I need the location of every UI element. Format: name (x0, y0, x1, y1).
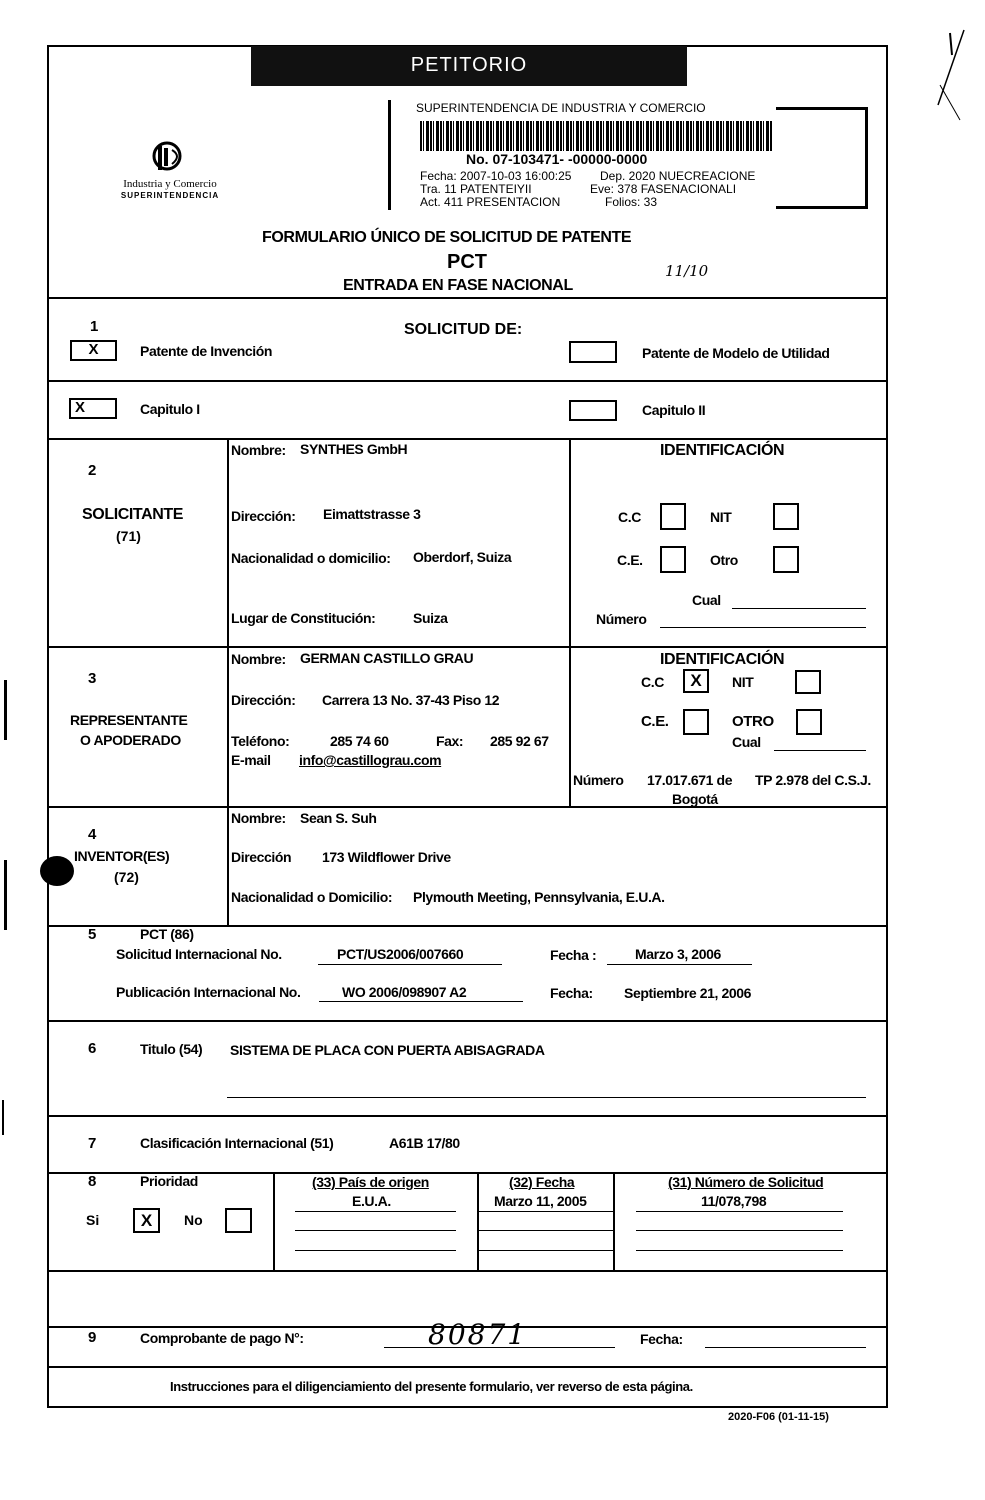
stamp-folios: Folios: 33 (605, 195, 658, 209)
pct-fecha2: Septiembre 21, 2006 (624, 985, 752, 1001)
pais-line-2 (295, 1230, 456, 1231)
clasificacion-value: A61B 17/80 (389, 1135, 460, 1151)
sol-numero-line[interactable] (660, 627, 866, 628)
pct-publicacion: WO 2006/098907 A2 (342, 984, 467, 1000)
sol-nacionalidad-label: Nacionalidad o domicilio: (231, 550, 391, 566)
rep-cc-label: C.C (641, 674, 664, 690)
edge-mark-2 (4, 860, 7, 930)
section4-label: INVENTOR(ES) (74, 848, 170, 864)
section8-number: 8 (88, 1173, 97, 1190)
inv-nombre-label: Nombre: (231, 810, 286, 826)
sol-nombre: SYNTHES GmbH (300, 441, 408, 457)
section9-fecha-line[interactable] (705, 1347, 866, 1348)
section9-fecha-label: Fecha: (640, 1331, 683, 1347)
pais-line-3 (295, 1250, 456, 1251)
section2-code: (71) (116, 528, 141, 544)
rep-nit-checkbox[interactable] (795, 670, 821, 694)
sol-cual-line[interactable] (732, 608, 866, 609)
divider-2 (48, 646, 887, 648)
prioridad-si-checkbox[interactable]: X (133, 1208, 160, 1233)
pct-solicitud-label: Solicitud Internacional No. (116, 946, 282, 962)
rep-tp: TP 2.978 del C.S.J. (755, 772, 871, 788)
sol-lugar: Suiza (413, 610, 448, 626)
sol-ce-checkbox[interactable] (660, 546, 686, 573)
divider-1 (48, 380, 887, 382)
sol-identificacion: IDENTIFICACIÓN (660, 442, 785, 459)
numero-value: 11/078,798 (701, 1193, 767, 1209)
section5-number: 5 (88, 926, 97, 943)
form-title: FORMULARIO ÚNICO DE SOLICITUD DE PATENTE (262, 229, 632, 246)
edge-mark-3 (2, 1100, 4, 1135)
section2-number: 2 (88, 462, 97, 479)
sol-direccion: Eimattstrasse 3 (323, 506, 421, 522)
rep-otro-checkbox[interactable] (796, 709, 822, 735)
capitulo1-label: Capitulo I (140, 401, 200, 417)
sol-otro-checkbox[interactable] (773, 546, 799, 573)
fecha-line-1 (478, 1211, 613, 1212)
sec4-col-a (227, 806, 229, 925)
divider-6 (48, 1115, 887, 1117)
section1-heading: SOLICITUD DE: (404, 321, 523, 338)
instrucciones: Instrucciones para el diligenciamiento del presente formulario, ver reverso de esta página. (170, 1379, 693, 1394)
sol-direccion-label: Dirección: (231, 508, 296, 524)
prioridad-si-label: Si (86, 1212, 100, 1228)
sec2-col-b (569, 438, 571, 807)
barcode (420, 121, 772, 151)
pct-fecha1-label: Fecha : (550, 947, 597, 963)
comprobante-handwritten: 80871 (428, 1318, 528, 1351)
capitulo2-checkbox[interactable] (569, 400, 617, 421)
section3-label2: O APODERADO (80, 732, 181, 748)
logo-subtext: SUPERINTENDENCIA (120, 191, 220, 200)
stamp-tra: Tra. 11 PATENTEIYII (420, 182, 532, 196)
pais-line-1 (295, 1211, 456, 1212)
pct-publicacion-line (319, 1001, 523, 1002)
sec3-col-a (227, 646, 229, 806)
rep-email-label: E-mail (231, 752, 271, 768)
sol-nacionalidad: Oberdorf, Suiza (413, 549, 512, 565)
stamp-act: Act. 411 PRESENTACION (420, 195, 561, 209)
divider-capitulo (48, 438, 887, 440)
inv-nombre: Sean S. Suh (300, 810, 377, 826)
prioridad-no-label: No (184, 1212, 203, 1228)
punch-hole-mark (40, 856, 74, 886)
modelo-utilidad-checkbox[interactable] (569, 341, 617, 363)
divider-3 (48, 806, 887, 808)
form-subtitle-fase: ENTRADA EN FASE NACIONAL (343, 277, 573, 294)
section6-number: 6 (88, 1040, 97, 1057)
sol-otro-label: Otro (710, 552, 738, 568)
pct-fecha1-line (607, 964, 752, 965)
rep-numero: 17.017.671 de (647, 772, 733, 788)
pct-fecha1: Marzo 3, 2006 (635, 946, 721, 962)
sol-cc-checkbox[interactable] (660, 503, 686, 530)
section3-label1: REPRESENTANTE (70, 712, 188, 728)
sol-cc-label: C.C (618, 509, 641, 525)
capitulo2-label: Capitulo II (642, 402, 706, 418)
section7-number: 7 (88, 1135, 97, 1152)
margin-slash (930, 25, 970, 130)
rep-ce-checkbox[interactable] (683, 709, 709, 735)
divider-8 (48, 1270, 887, 1272)
rep-fax: 285 92 67 (490, 733, 549, 749)
rep-email-link[interactable]: info@castillograu.com (299, 752, 442, 768)
section8-label: Prioridad (140, 1173, 198, 1189)
section4-number: 4 (88, 826, 97, 843)
rep-numero-label: Número (573, 772, 624, 788)
inv-direccion: 173 Wildflower Drive (322, 849, 451, 865)
section9-number: 9 (88, 1329, 97, 1346)
rep-nombre-label: Nombre: (231, 651, 286, 667)
rep-identificacion: IDENTIFICACIÓN (660, 651, 785, 668)
comprobante-line[interactable] (384, 1347, 615, 1348)
edge-mark-1 (4, 680, 7, 740)
capitulo1-checkbox[interactable]: X (69, 398, 117, 419)
rep-ciudad: Bogotá (672, 791, 718, 807)
stamp-eve: Eve: 378 FASENACIONALI (590, 182, 737, 196)
section5-label: PCT (86) (140, 926, 194, 942)
stamp-fecha: Fecha: 2007-10-03 16:00:25 (420, 169, 572, 183)
stamp-dep: Dep. 2020 NUECREACIONE (600, 169, 756, 183)
titulo-value: SISTEMA DE PLACA CON PUERTA ABISAGRADA (230, 1042, 545, 1058)
stamp-right-bracket (776, 107, 868, 209)
pais-header: (33) País de origen (312, 1174, 429, 1190)
pct-solicitud: PCT/US2006/007660 (337, 946, 464, 962)
stamp-left-bar (388, 100, 391, 210)
divider-9b (48, 1366, 887, 1368)
rep-fax-label: Fax: (436, 733, 464, 749)
section7-label: Clasificación Internacional (51) (140, 1135, 334, 1151)
fecha-line-2 (478, 1230, 613, 1231)
numero-line-2 (636, 1230, 843, 1231)
section1-number: 1 (90, 318, 99, 335)
stamp-org: SUPERINTENDENCIA DE INDUSTRIA Y COMERCIO (416, 101, 706, 115)
rep-cual-line[interactable] (774, 750, 866, 751)
sec8-col-b (477, 1172, 479, 1270)
sol-cual-label: Cual (692, 592, 721, 608)
inv-direccion-label: Dirección (231, 849, 292, 865)
sol-nit-checkbox[interactable] (773, 503, 799, 530)
patente-invencion-checkbox[interactable]: X (70, 340, 117, 361)
inv-nacionalidad: Plymouth Meeting, Pennsylvania, E.U.A. (413, 889, 665, 905)
form-code: 2020-F06 (01-11-15) (728, 1411, 829, 1423)
pct-solicitud-line (318, 964, 502, 965)
patente-invencion-label: Patente de Invención (140, 343, 273, 359)
sec8-col-c (613, 1172, 615, 1270)
rep-telefono: 285 74 60 (330, 733, 389, 749)
rep-nit-label: NIT (732, 674, 754, 690)
rep-cc-checkbox[interactable]: X (683, 669, 709, 693)
rep-nombre: GERMAN CASTILLO GRAU (300, 650, 474, 666)
rep-telefono-label: Teléfono: (231, 733, 290, 749)
sol-nombre-label: Nombre: (231, 442, 286, 458)
divider-title (48, 297, 887, 299)
petitorio-title: PETITORIO (410, 54, 528, 76)
sol-nit-label: NIT (710, 509, 732, 525)
sol-ce-label: C.E. (617, 552, 643, 568)
rep-cual-label: Cual (732, 734, 761, 750)
titulo-line (227, 1097, 866, 1098)
handwritten-note: 11/10 (665, 262, 709, 280)
rep-otro-label: OTRO (732, 713, 774, 730)
numero-header: (31) Número de Solicitud (668, 1174, 824, 1190)
prioridad-no-checkbox[interactable] (225, 1208, 252, 1233)
stamp-number: No. 07-103471- -00000-0000 (466, 151, 648, 167)
form-subtitle-pct: PCT (447, 251, 487, 273)
fecha-header: (32) Fecha (509, 1174, 575, 1190)
rep-direccion: Carrera 13 No. 37-43 Piso 12 (322, 692, 500, 708)
pct-publicacion-label: Publicación Internacional No. (116, 984, 301, 1000)
fecha-line-3 (478, 1250, 613, 1251)
divider-5 (48, 1020, 887, 1022)
fecha-value: Marzo 11, 2005 (494, 1193, 587, 1209)
modelo-utilidad-label: Patente de Modelo de Utilidad (642, 345, 830, 361)
sol-numero-label: Número (596, 611, 647, 627)
rep-direccion-label: Dirección: (231, 692, 296, 708)
sec8-col-a (273, 1172, 275, 1270)
section9-label: Comprobante de pago N°: (140, 1330, 304, 1346)
section3-number: 3 (88, 670, 97, 687)
sic-logo (142, 138, 192, 178)
numero-line-3 (636, 1250, 843, 1251)
logo-text: Industria y Comercio (123, 178, 217, 190)
section6-label: Titulo (54) (140, 1041, 203, 1057)
pct-fecha2-label: Fecha: (550, 985, 593, 1001)
section4-code: (72) (114, 869, 139, 885)
pais-value: E.U.A. (352, 1193, 391, 1209)
inv-nacionalidad-label: Nacionalidad o Domicilio: (231, 889, 393, 905)
rep-ce-label: C.E. (641, 713, 669, 730)
section2-label: SOLICITANTE (82, 506, 184, 523)
numero-line-1 (636, 1211, 843, 1212)
sol-lugar-label: Lugar de Constitución: (231, 610, 376, 626)
